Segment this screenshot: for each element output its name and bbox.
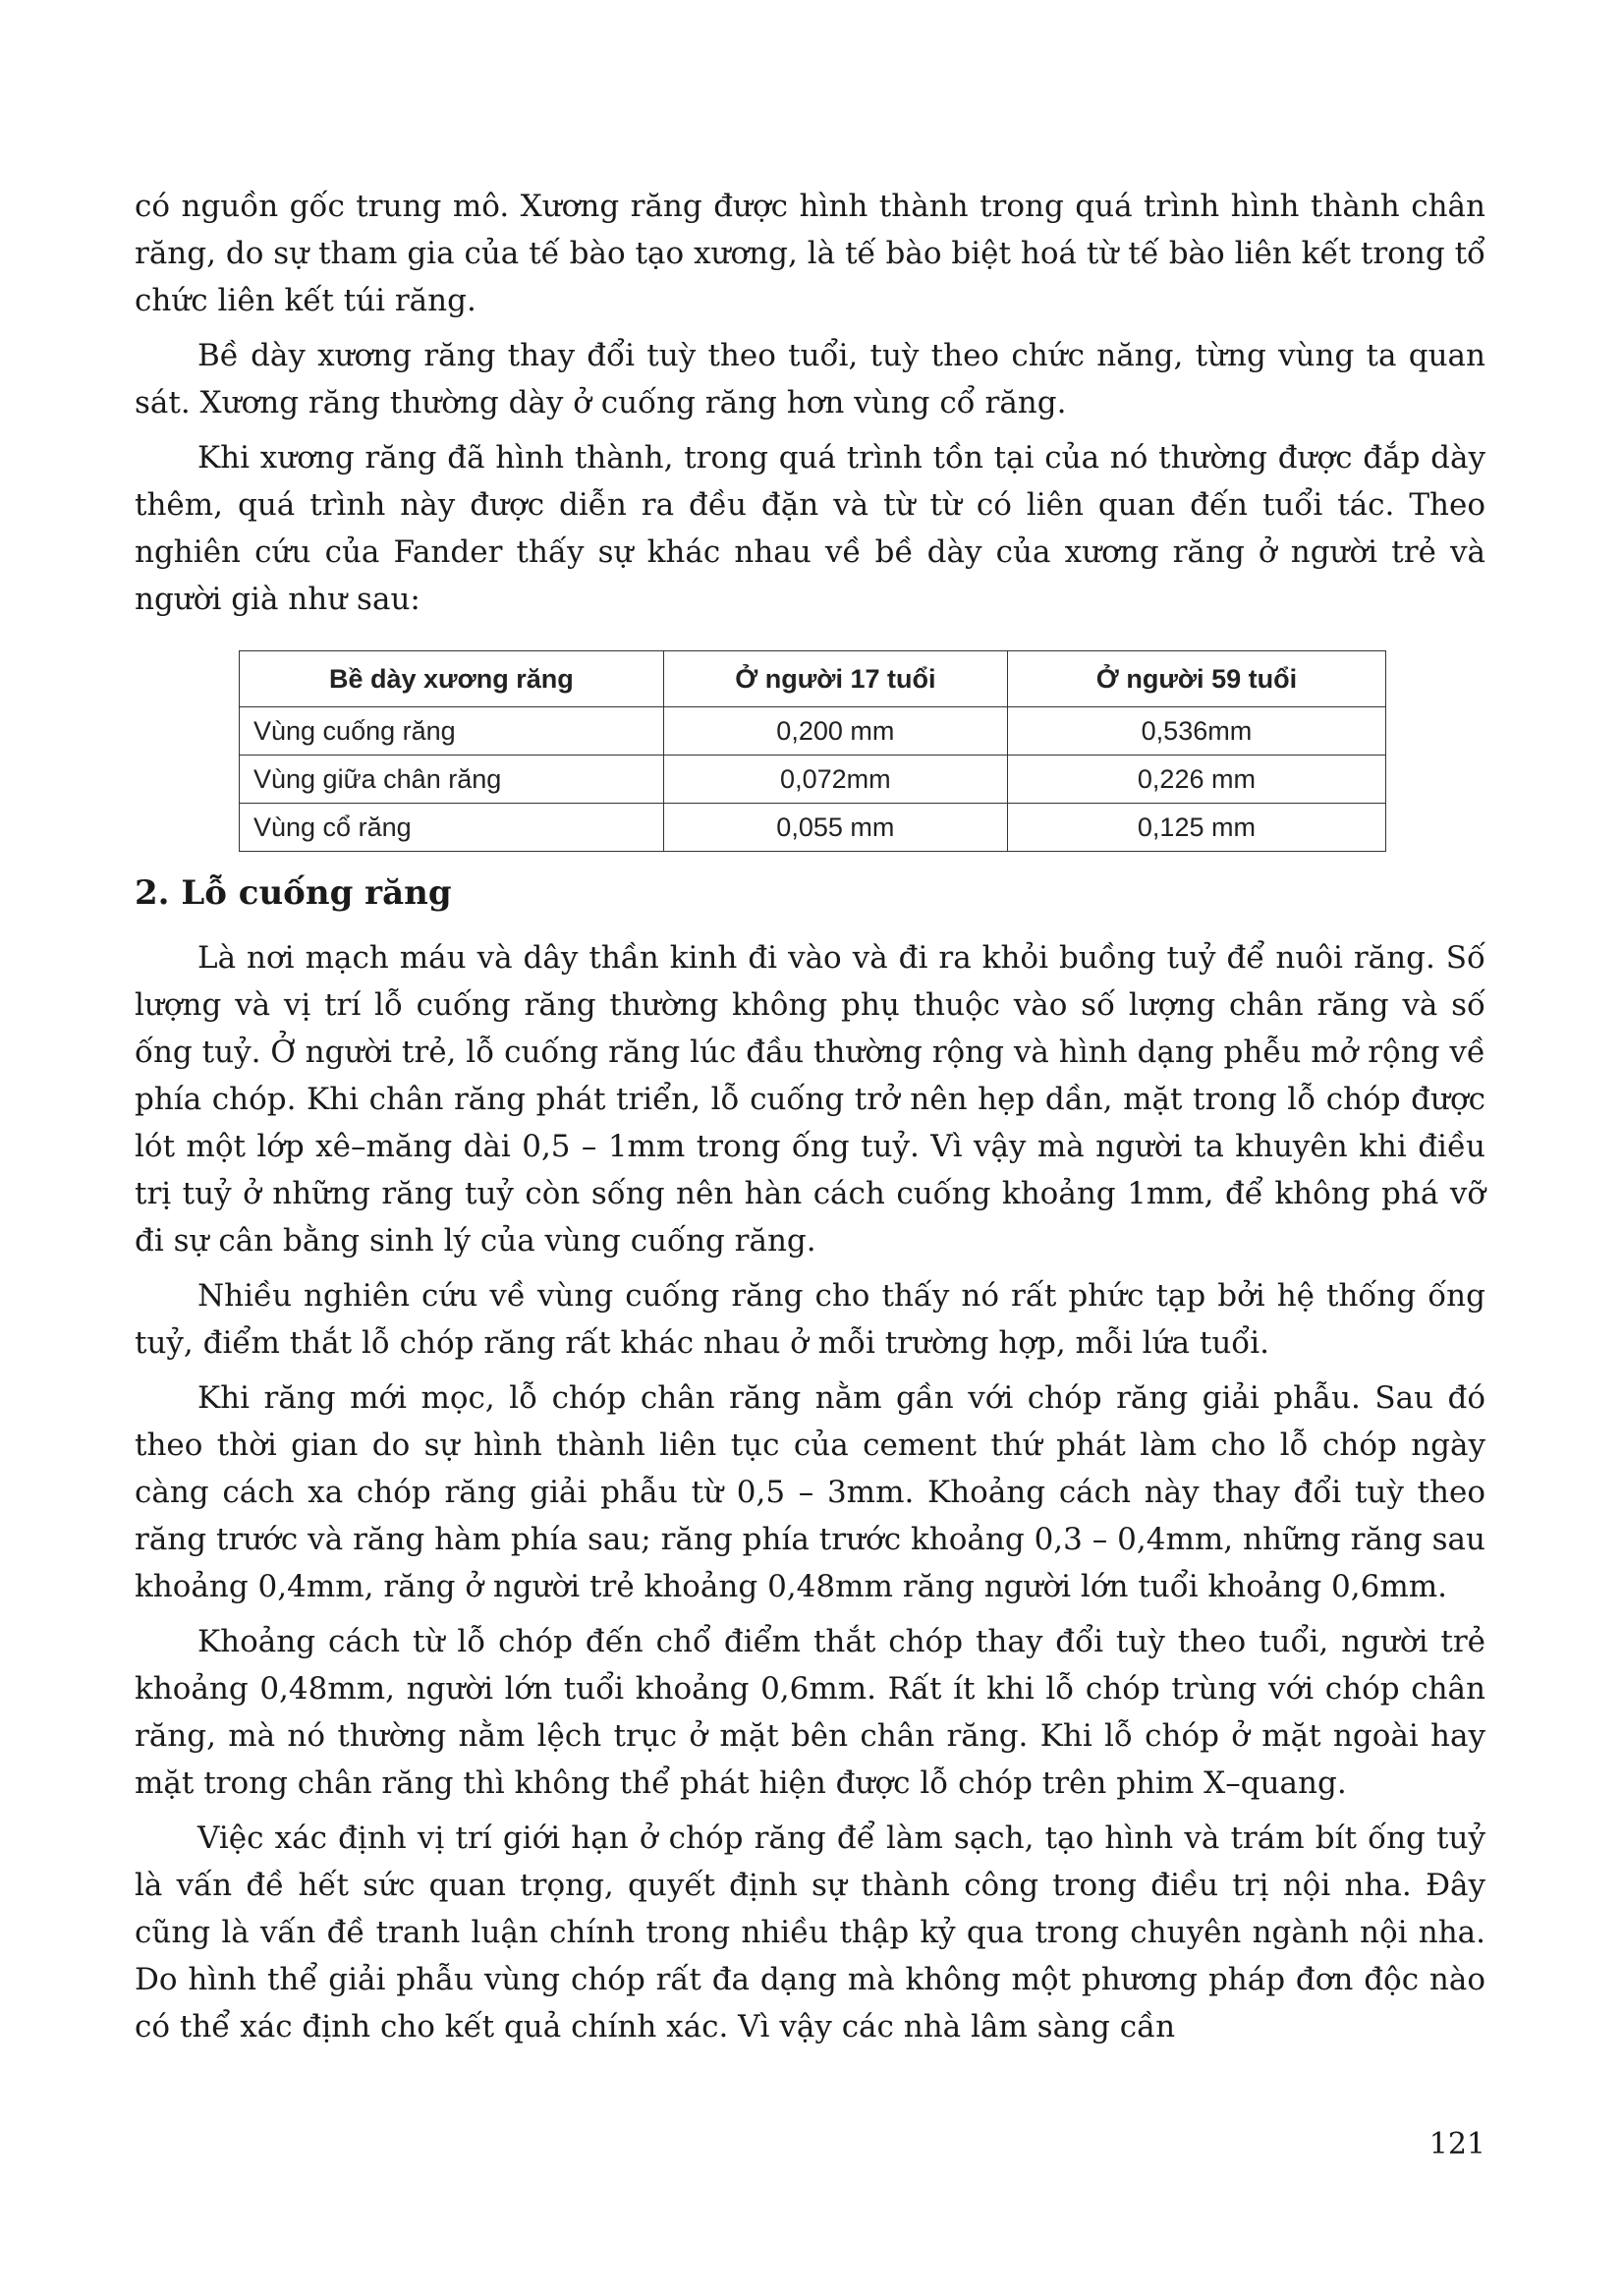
paragraph-2: Bề dày xương răng thay đổi tuỳ theo tuổi, tuỳ theo chức năng, từng vùng ta quan sát. Xương răng thường dày ở cuống răng hơn vùng cổ răng. [135, 338, 1485, 420]
paragraph-6: Khi răng mới mọc, lỗ chóp chân răng nằm gần với chóp răng giải phẫu. Sau đó theo thời gian do sự hình thành liên tục của cement thứ phát làm cho lỗ chóp ngày càng cách xa chóp răng giải phẫu từ 0,5 – 3mm. Khoảng cách này thay đổi tuỳ theo răng trước và răng hàm phía sau; răng phía trước khoảng 0,3 – 0,4mm, những răng sau khoảng 0,4mm, răng ở người trẻ khoảng 0,48mm răng người lớn tuổi khoảng 0,6mm. [135, 1380, 1485, 1604]
table-cell: 0,226 mm [1007, 756, 1385, 804]
paragraph-7: Khoảng cách từ lỗ chóp đến chổ điểm thắt chóp thay đổi tuỳ theo tuổi, người trẻ khoảng 0,48mm, người lớn tuổi khoảng 0,6mm. Rất ít khi lỗ chóp trùng với chóp chân răng, mà nó thường nằm lệch trục ở mặt bên chân răng. Khi lỗ chóp ở mặt ngoài hay mặt trong chân răng thì không thể phát hiện được lỗ chóp trên phim X–quang. [135, 1624, 1485, 1801]
table-cell: 0,055 mm [663, 804, 1007, 852]
table-cell: 0,200 mm [663, 707, 1007, 756]
paragraph-4: Là nơi mạch máu và dây thần kinh đi vào và đi ra khỏi buồng tuỷ để nuôi răng. Số lượng và vị trí lỗ cuống răng thường không phụ thuộc vào số lượng chân răng và số ống tuỷ. Ở người trẻ, lỗ cuống răng lúc đầu thường rộng và hình dạng phễu mở rộng về phía chóp. Khi chân răng phát triển, lỗ cuống trở nên hẹp dần, mặt trong lỗ chóp được lót một lớp xê–măng dài 0,5 – 1mm trong ống tuỷ. Vì vậy mà người ta khuyên khi điều trị tuỷ ở những răng tuỷ còn sống nên hàn cách cuống khoảng 1mm, để không phá vỡ đi sự cân bằng sinh lý của vùng cuống răng. [135, 940, 1485, 1259]
table-row [240, 804, 1386, 852]
table-cell: 0,125 mm [1007, 804, 1385, 852]
table-header-row [240, 651, 1386, 707]
table-row [240, 756, 1386, 804]
table-row [240, 707, 1386, 756]
section-heading: 2. Lỗ cuống răng [135, 873, 452, 913]
thickness-table [239, 650, 1386, 852]
table-header-cell: Ở người 17 tuổi [663, 651, 1007, 707]
paragraph-1: có nguồn gốc trung mô. Xương răng được hình thành trong quá trình hình thành chân răng, do sự tham gia của tế bào tạo xương, là tế bào biệt hoá từ tế bào liên kết trong tổ chức liên kết túi răng. [135, 189, 1485, 318]
page-number: 121 [1428, 2127, 1485, 2161]
table-cell: 0,072mm [663, 756, 1007, 804]
table-header-cell: Ở người 59 tuổi [1007, 651, 1385, 707]
paragraph-3: Khi xương răng đã hình thành, trong quá trình tồn tại của nó thường được đắp dày thêm, quá trình này được diễn ra đều đặn và từ từ có liên quan đến tuổi tác. Theo nghiên cứu của Fander thấy sự khác nhau về bề dày của xương răng ở người trẻ và người già như sau: [135, 440, 1485, 617]
table-cell: Vùng cổ răng [240, 804, 664, 852]
paragraph-8: Việc xác định vị trí giới hạn ở chóp răng để làm sạch, tạo hình và trám bít ống tuỷ là vấn đề hết sức quan trọng, quyết định sự thành công trong điều trị nội nha. Đây cũng là vấn đề tranh luận chính trong nhiều thập kỷ qua trong chuyên ngành nội nha. Do hình thể giải phẫu vùng chóp rất đa dạng mà không một phương pháp đơn độc nào có thể xác định cho kết quả chính xác. Vì vậy các nhà lâm sàng cần [135, 1820, 1485, 2044]
table-cell: 0,536mm [1007, 707, 1385, 756]
page-content [135, 183, 1485, 2058]
table-cell: Vùng giữa chân răng [240, 756, 664, 804]
table-header-cell: Bề dày xương răng [240, 651, 664, 707]
table-cell: Vùng cuống răng [240, 707, 664, 756]
paragraph-5: Nhiều nghiên cứu về vùng cuống răng cho thấy nó rất phức tạp bởi hệ thống ống tuỷ, điểm thắt lỗ chóp răng rất khác nhau ở mỗi trường hợp, mỗi lứa tuổi. [135, 1278, 1485, 1361]
